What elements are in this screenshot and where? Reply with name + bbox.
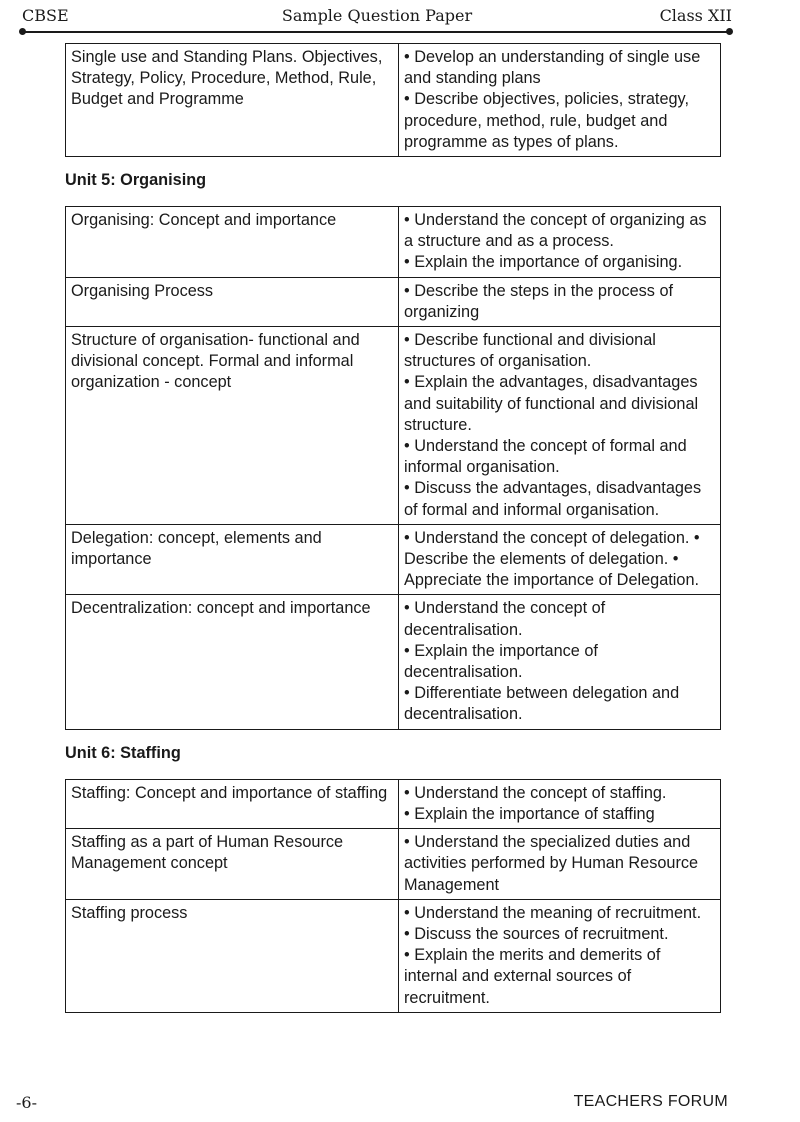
page-number: -6- xyxy=(16,1093,37,1112)
outcomes-cell xyxy=(399,277,721,326)
topic-cell: Staffing as a part of Human Resource Management concept xyxy=(66,829,399,900)
outcome-item: • Understand the concept of delegation. • Describe the elements of delegation. • Appreciate the importance of Delegation. xyxy=(404,528,700,590)
table-row xyxy=(66,829,721,900)
outcome-item: • Understand the concept of decentralisation. xyxy=(404,599,606,639)
unit6-heading: Unit 6: Staffing xyxy=(65,743,181,762)
outcomes-cell xyxy=(399,595,721,729)
outcome-item: • Understand the concept of organizing as a structure and as a process. xyxy=(404,211,707,251)
outcome-item: • Understand the concept of formal and informal organisation. xyxy=(404,437,687,477)
header-rule xyxy=(22,31,730,33)
outcomes-cell xyxy=(399,524,721,595)
outcome-item: • Develop an understanding of single use and standing plans xyxy=(404,48,701,88)
table-row xyxy=(66,327,721,525)
outcomes-cell xyxy=(399,779,721,828)
unit5-heading: Unit 5: Organising xyxy=(65,171,207,190)
topic-cell: Structure of organisation- functional and divisional concept. Formal and informal organization - concept xyxy=(66,327,399,525)
outcome-item: • Explain the importance of organising. xyxy=(404,253,683,272)
outcome-item: • Understand the meaning of recruitment. xyxy=(404,903,702,922)
rule-dot-left xyxy=(19,28,26,35)
topic-cell: Decentralization: concept and importance xyxy=(66,595,399,729)
outcome-item: • Discuss the sources of recruitment. xyxy=(404,924,669,943)
outcome-item: • Differentiate between delegation and decentralisation. xyxy=(404,684,680,724)
outcome-item: • Describe functional and divisional structures of organisation. xyxy=(404,331,656,371)
syllabus-table-unit6 xyxy=(65,779,721,1013)
header-board: CBSE xyxy=(22,6,69,25)
outcome-item: • Understand the specialized duties and activities performed by Human Resource Management xyxy=(404,833,699,894)
table-row xyxy=(66,899,721,1012)
outcome-item: • Explain the importance of decentralisation. xyxy=(404,641,598,682)
table-row xyxy=(66,44,721,157)
rule-dot-right xyxy=(726,28,733,35)
topic-cell: Staffing process xyxy=(66,899,399,1012)
outcome-item: • Understand the concept of staffing. xyxy=(404,783,667,802)
outcomes-cell xyxy=(399,327,721,525)
footer-publisher: TEACHERS FORUM xyxy=(573,1093,728,1110)
outcomes-cell xyxy=(399,44,721,157)
outcomes-cell xyxy=(399,899,721,1012)
outcome-item: • Explain the advantages, disadvantages and suitability of functional and divisional structure. xyxy=(404,373,699,434)
table-row xyxy=(66,595,721,729)
outcomes-cell xyxy=(399,207,721,278)
syllabus-table-top xyxy=(65,43,721,157)
outcomes-cell xyxy=(399,829,721,900)
syllabus-table-unit5 xyxy=(65,206,721,730)
table-row xyxy=(66,779,721,828)
outcome-item: • Discuss the advantages, disadvantages of formal and informal organisation. xyxy=(404,479,702,519)
table-row xyxy=(66,207,721,278)
page-content xyxy=(65,43,721,1013)
topic-cell: Staffing: Concept and importance of staffing xyxy=(66,779,399,828)
table-row xyxy=(66,277,721,326)
table-row xyxy=(66,524,721,595)
outcome-item: • Describe the steps in the process of organizing xyxy=(404,281,674,321)
outcome-item: • Explain the merits and demerits of internal and external sources of recruitment. xyxy=(404,946,661,1007)
topic-cell: Organising: Concept and importance xyxy=(66,207,399,278)
topic-cell: Organising Process xyxy=(66,277,399,326)
header-title: Sample Question Paper xyxy=(281,6,473,25)
topic-cell: Single use and Standing Plans. Objectives, Strategy, Policy, Procedure, Method, Rule, Budget and Programme xyxy=(66,44,399,157)
outcome-item: • Explain the importance of staffing xyxy=(404,804,655,823)
header-class: Class XII xyxy=(659,6,732,25)
page-header xyxy=(22,6,732,30)
topic-cell: Delegation: concept, elements and importance xyxy=(66,524,399,595)
outcome-item: • Describe objectives, policies, strategy, procedure, method, rule, budget and programme as types of plans. xyxy=(404,90,690,151)
